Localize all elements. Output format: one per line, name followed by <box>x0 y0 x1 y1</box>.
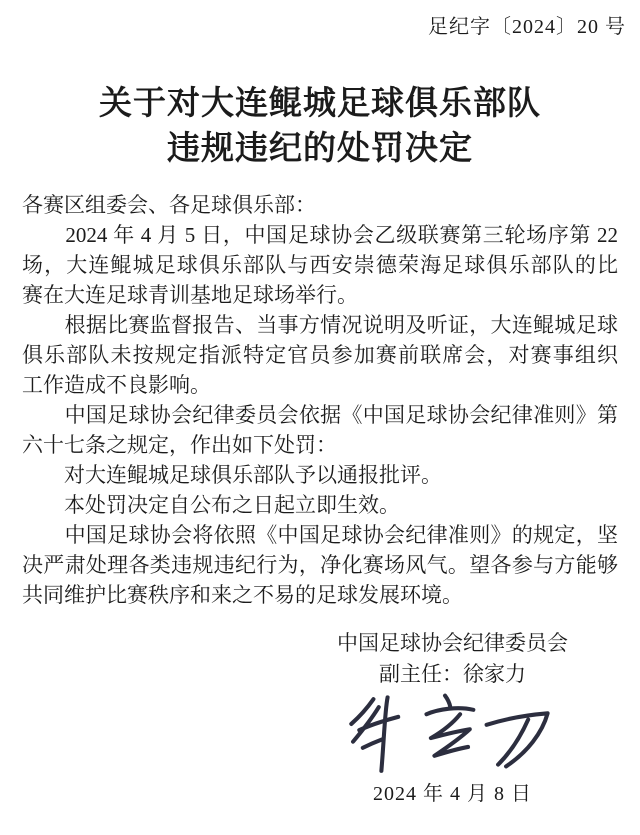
body-line: 中国足球协会将依照《中国足球协会纪律准则》的规定，坚 <box>22 523 618 547</box>
body-line: 赛在大连足球青训基地足球场举行。 <box>22 283 358 307</box>
body-line: 对大连鲲城足球俱乐部队予以通报批评。 <box>22 463 442 487</box>
body-line: 根据比赛监督报告、当事方情况说明及听证，大连鲲城足球 <box>22 313 618 337</box>
body-line: 共同维护比赛秩序和来之不易的足球发展环境。 <box>22 583 463 607</box>
body-line: 俱乐部队未按规定指派特定官员参加赛前联席会，对赛事组织 <box>22 343 618 367</box>
document-title <box>0 82 640 172</box>
document-date: 2024 年 4 月 8 日 <box>373 783 532 805</box>
signer-title-and-name: 副主任：徐家力 <box>379 662 526 686</box>
signature-block <box>310 628 595 810</box>
document-title-line-2: 违规违纪的处罚决定 <box>167 131 473 167</box>
body-line: 决严肃处理各类违规违纪行为，净化赛场风气。望各参与方能够 <box>22 553 618 577</box>
body-line: 2024 年 4 月 5 日，中国足球协会乙级联赛第三轮场序第 22 <box>22 223 618 247</box>
handwritten-signature <box>336 693 570 777</box>
body-line: 本处罚决定自公布之日起立即生效。 <box>22 493 400 517</box>
body-line: 各赛区组委会、各足球俱乐部： <box>22 193 316 217</box>
document-title-line-1: 关于对大连鲲城足球俱乐部队 <box>99 86 541 122</box>
body-line: 六十七条之规定，作出如下处罚： <box>22 433 337 457</box>
document-body <box>22 190 618 610</box>
document-reference-number: 足纪字〔2024〕20 号 <box>428 16 626 38</box>
body-line: 中国足球协会纪律委员会依据《中国足球协会纪律准则》第 <box>22 403 618 427</box>
body-line: 场，大连鲲城足球俱乐部队与西安崇德荣海足球俱乐部队的比 <box>22 253 618 277</box>
body-line: 工作造成不良影响。 <box>22 373 211 397</box>
issuing-organization: 中国足球协会纪律委员会 <box>337 631 568 655</box>
handwritten-signature-strokes <box>351 696 547 771</box>
